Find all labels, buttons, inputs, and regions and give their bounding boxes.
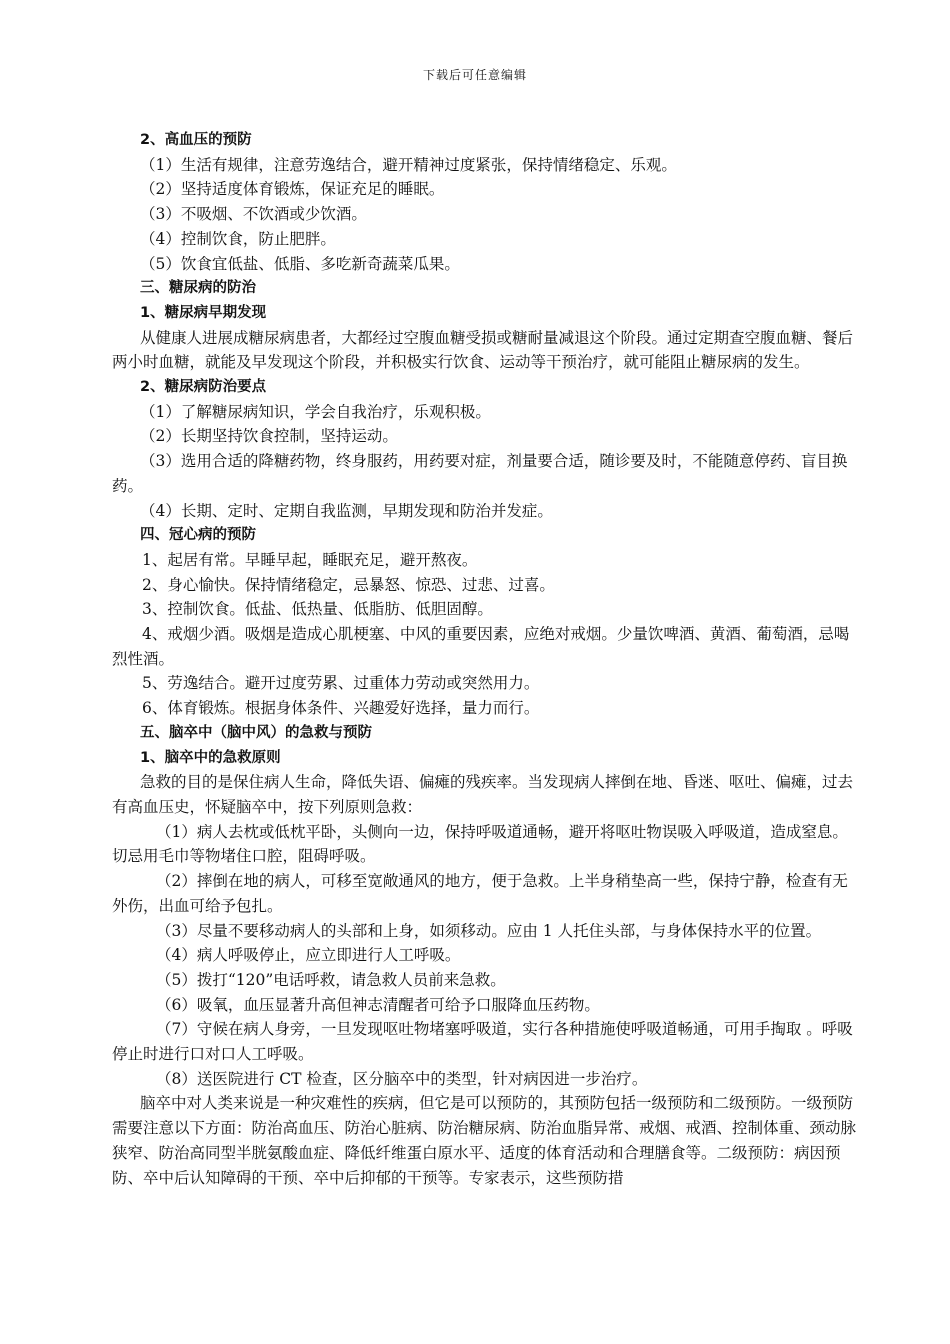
paragraph: （5）饮食宜低盐、低脂、多吃新奇蔬菜瓜果。: [140, 254, 460, 273]
page-header: 下载后可任意编辑: [422, 68, 527, 82]
paragraph: 2、身心愉快。保持情绪稳定，忌暴怒、惊恐、过悲、过喜。: [142, 575, 555, 594]
paragraph: （8）送医院进行 CT 检查，区分脑卒中的类型，针对病因进一步治疗。: [156, 1069, 648, 1088]
paragraph: （1）了解糖尿病知识，学会自我治疗，乐观积极。: [140, 402, 491, 421]
paragraph: （5）拨打“120”电话呼救，请急救人员前来急救。: [156, 970, 506, 989]
section-heading: 四、冠心病的预防: [140, 527, 256, 544]
paragraph: （2）坚持适度体育锻炼，保证充足的睡眠。: [140, 180, 445, 199]
document-body: [112, 128, 858, 1190]
section-heading: 三、糖尿病的防治: [140, 280, 256, 297]
paragraph: 1、起居有常。早睡早起，睡眠充足，避开熬夜。: [142, 550, 478, 569]
paragraph: 脑卒中对人类来说是一种灾难性的疾病，但它是可以预防的，其预防包括一级预防和二级预防。一级预防需要注意以下方面：防治高血压、防治心脏病、防治糖尿病、防治血脂异常、戒烟、戒酒、控制体重、颈动脉狭窄、防治高同型半胱氨酸血症、降低纤维蛋白原水平、适度的体育活动和合理膳食等。二级预防：病因预防、卒中后认知障碍的干预、卒中后抑郁的干预等。专家表示，这些预防措: [112, 1094, 857, 1187]
paragraph: 4、戒烟少酒。吸烟是造成心肌梗塞、中风的重要因素，应绝对戒烟。少量饮啤酒、黄酒、葡萄酒，忌喝烈性酒。: [112, 625, 850, 668]
paragraph: （4）长期、定时、定期自我监测，早期发现和防治并发症。: [140, 501, 553, 520]
paragraph: （3）选用合适的降糖药物，终身服药，用药要对症，剂量要合适，随诊要及时，不能随意停药、盲目换药。: [112, 452, 848, 495]
paragraph: （3）不吸烟、不饮酒或少饮酒。: [140, 205, 367, 224]
paragraph: 急救的目的是保住病人生命，降低失语、偏瘫的残疾率。当发现病人摔倒在地、昏迷、呕吐、偏瘫，过去有高血压史，怀疑脑卒中，按下列原则急救：: [112, 773, 854, 816]
paragraph: （7）守候在病人身旁，一旦发现呕吐物堵塞呼吸道，实行各种措施使呼吸道畅通，可用手掏取 。呼吸停止时进行口对口人工呼吸。: [112, 1020, 853, 1064]
paragraph: （3）尽量不要移动病人的头部和上身，如须移动。应由 1 人托住头部，与身体保持水平的位置。: [156, 921, 822, 940]
paragraph: （2）摔倒在地的病人，可移至宽敞通风的地方，便于急救。上半身稍垫高一些，保持宁静，检查有无外伤，出血可给予包扎。: [112, 872, 848, 915]
paragraph: 3、控制饮食。低盐、低热量、低脂肪、低胆固醇。: [142, 600, 493, 619]
paragraph: （6）吸氧，血压显著升高但神志清醒者可给予口服降血压药物。: [156, 995, 600, 1014]
section-heading: 1、糖尿病早期发现: [140, 304, 267, 321]
paragraph: （4）控制饮食，防止肥胖。: [140, 229, 336, 248]
section-heading: 2、糖尿病防治要点: [140, 379, 267, 396]
paragraph: （1）病人去枕或低枕平卧，头侧向一边，保持呼吸道通畅，避开将呕吐物误吸入呼吸道，造成窒息。切忌用毛巾等物堵住口腔，阻碍呼吸。: [112, 822, 848, 866]
paragraph: 5、劳逸结合。避开过度劳累、过重体力劳动或突然用力。: [142, 674, 540, 693]
paragraph: 从健康人进展成糖尿病患者，大都经过空腹血糖受损或糖耐量减退这个阶段。通过定期查空腹血糖、餐后两小时血糖，就能及早发现这个阶段，并积极实行饮食、运动等干预治疗，就可能阻止糖尿病的发生。: [112, 328, 854, 372]
paragraph: （4）病人呼吸停止，应立即进行人工呼吸。: [156, 946, 461, 965]
section-heading: 五、脑卒中（脑中风）的急救与预防: [140, 724, 372, 741]
paragraph: （2）长期坚持饮食控制，坚持运动。: [140, 427, 398, 446]
paragraph: 6、体育锻炼。根据身体条件、兴趣爱好选择，量力而行。: [142, 699, 540, 718]
section-heading: 2、高血压的预防: [140, 132, 252, 148]
section-heading: 1、脑卒中的急救原则: [140, 749, 281, 766]
paragraph: （1）生活有规律，注意劳逸结合，避开精神过度紧张，保持情绪稳定、乐观。: [140, 155, 677, 174]
